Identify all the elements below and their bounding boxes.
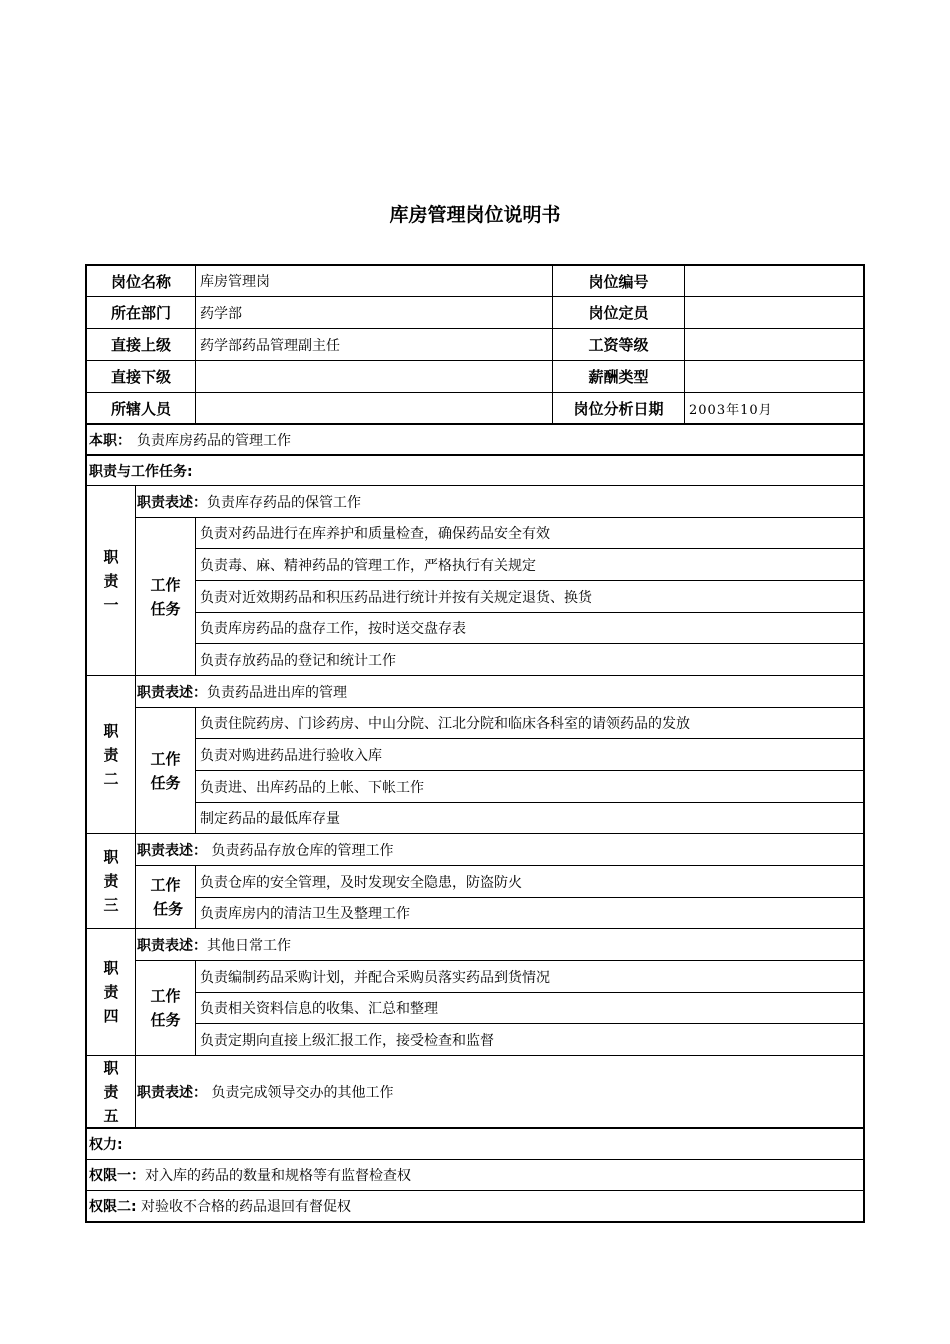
dept-value: 药学部 [200,305,242,322]
superior-label: 直接上级 [110,336,171,354]
duty-4-expr: 职责表述： 其他日常工作 [137,937,291,954]
duty-1-task-3: 负责对近效期药品和积压药品进行统计并按有关规定退货、换货 [200,589,592,606]
duty-4-name: 职 责 四 [103,959,119,1025]
quota-label: 岗位定员 [588,304,649,322]
wage-label: 工资等级 [588,336,649,354]
analysis-date-value: 2003年10月 [689,402,773,418]
power-1-row: 权限一： 对入库的药品的数量和规格等有监督检查权 [89,1168,411,1184]
subordinate-value [196,361,552,392]
duty-3-task-2: 负责库房内的清洁卫生及整理工作 [200,906,410,922]
subordinate-label: 直接下级 [110,368,171,386]
duty-2-task-1: 负责住院药房、门诊药房、中山分院、江北分院和临床各科室的请领药品的发放 [200,716,690,732]
dept-label: 所在部门 [110,304,171,322]
duty-2-task-2: 负责对购进药品进行验收入库 [200,747,382,764]
staff-label: 所辖人员 [110,399,171,418]
job-no-value [685,266,863,296]
duty-2-task-4: 制定药品的最低库存量 [200,811,340,827]
staff-value [196,393,552,423]
wage-value [685,329,863,360]
duty-4-task-1: 负责编制药品采购计划，并配合采购员落实药品到货情况 [200,969,550,986]
duty-1-task-2: 负责毒、麻、精神药品的管理工作，严格执行有关规定 [200,557,536,574]
duty-2-name: 职 责 二 [103,721,119,788]
job-description-table [85,264,865,1223]
power-2-row: 权限二: 对验收不合格的药品退回有督促权 [89,1199,352,1215]
duty-2-task-3: 负责进、出库药品的上帐、下帐工作 [200,779,424,796]
powers-header: 权力: [89,1137,123,1153]
page-title: 库房管理岗位说明书 [389,204,561,226]
duty-summary-row [87,425,863,454]
pay-type-label: 薪酬类型 [588,368,649,386]
duty-1-task-5: 负责存放药品的登记和统计工作 [200,652,396,669]
duty-1-task-label: 工作 任务 [150,575,181,618]
duty-3-task-1: 负责仓库的安全管理，及时发现安全隐患，防盗防火 [200,874,522,891]
job-no-label: 岗位编号 [588,272,649,291]
duty-1-expr: 职责表述： 负责库存药品的保管工作 [137,494,361,511]
duty-summary-text: 负责库房药品的管理工作 [137,432,291,449]
job-name-label: 岗位名称 [110,272,171,291]
superior-value: 药学部药品管理副主任 [200,337,340,354]
duty-3-expr: 职责表述： 负责药品存放仓库的管理工作 [137,842,394,859]
duty-2-task-label: 工作 任务 [150,749,181,792]
duty-3-task-label: 工作 任务 [147,876,184,918]
duty-1-name: 职 责 一 [103,547,119,614]
duty-3-name: 职 责 三 [103,848,119,914]
duty-1-task-1: 负责对药品进行在库养护和质量检查，确保药品安全有效 [200,526,550,542]
duties-header: 职责与工作任务: [89,463,193,480]
duty-summary-label: 本职： [89,432,131,449]
duty-4-task-label: 工作 任务 [150,987,181,1029]
duty-4-task-2: 负责相关资料信息的收集、汇总和整理 [200,1001,438,1017]
duty-5-name: 职 责 五 [103,1058,119,1125]
job-name-value: 库房管理岗 [200,274,270,290]
analysis-date-label: 岗位分析日期 [573,399,664,418]
duty-4-task-3: 负责定期向直接上级汇报工作，接受检查和监督 [200,1032,494,1049]
duty-5-expr: 职责表述： 负责完成领导交办的其他工作 [137,1084,394,1101]
duty-2-expr: 职责表述： 负责药品进出库的管理 [137,684,347,701]
pay-type-value [685,361,863,392]
quota-value [685,297,863,328]
duty-1-task-4: 负责库房药品的盘存工作，按时送交盘存表 [200,621,466,637]
